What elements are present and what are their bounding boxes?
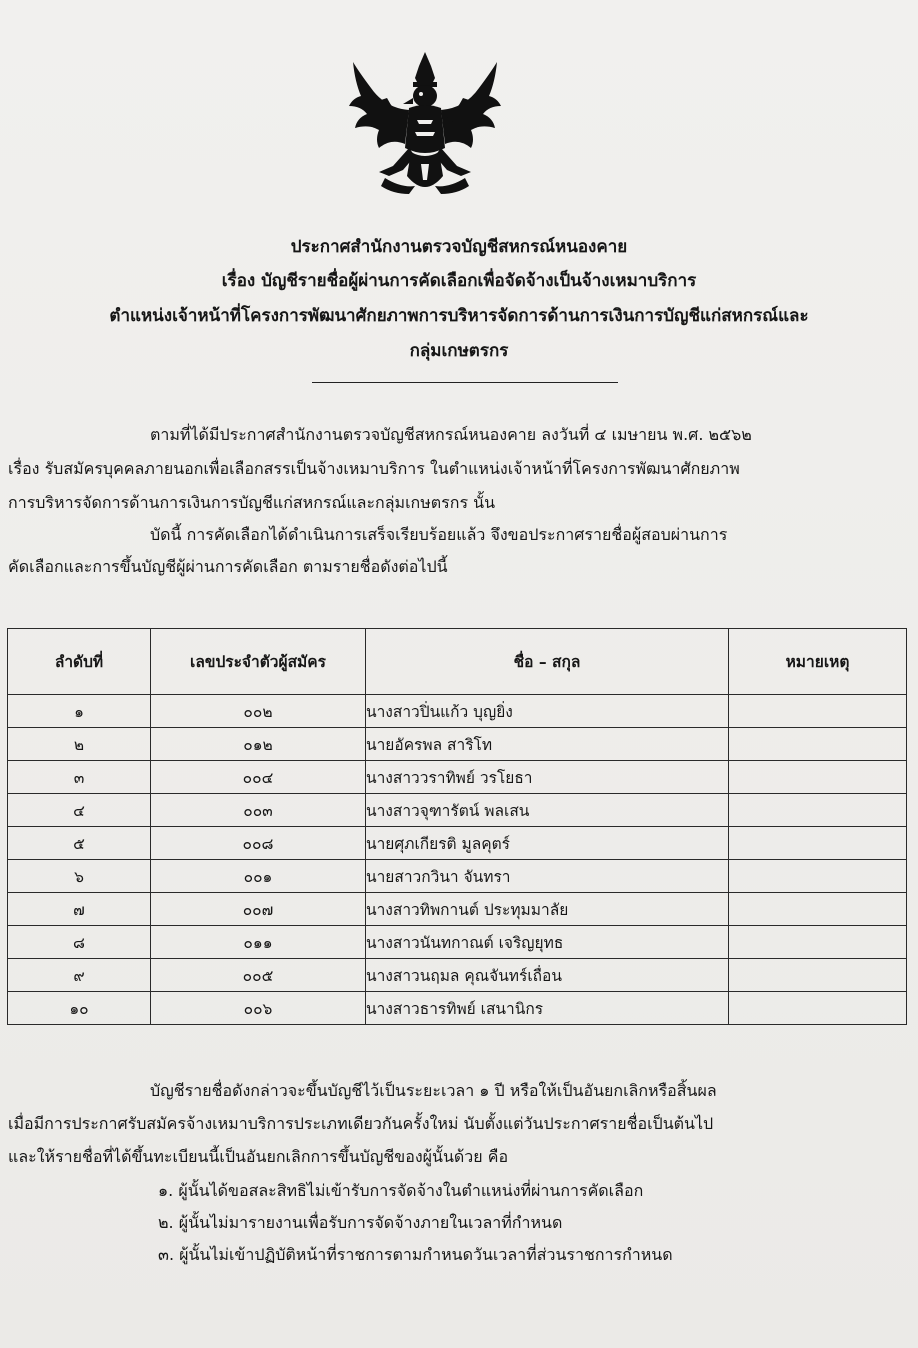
table-row (8, 827, 907, 860)
table-row (8, 794, 907, 827)
row-order: ๑ (8, 695, 151, 728)
intro-paragraph-line: บัดนี้ การคัดเลือกได้ดำเนินการเสร็จเรียบร้อยแล้ว จึงขอประกาศรายชื่อผู้สอบผ่านการ (150, 525, 728, 544)
intro-paragraph-line: เรื่อง รับสมัครบุคคลภายนอกเพื่อเลือกสรรเป็นจ้างเหมาบริการ ในตำแหน่งเจ้าหน้าที่โครงการพัฒนาศักยภาพ (8, 459, 740, 478)
row-applicant-id: ๐๐๔ (151, 761, 366, 794)
intro-paragraph-line: ตามที่ได้มีประกาศสำนักงานตรวจบัญชีสหกรณ์หนองคาย ลงวันที่ ๔ เมษายน พ.ศ. ๒๕๖๒ (150, 425, 752, 444)
row-applicant-id: ๐๐๒ (151, 695, 366, 728)
row-applicant-id: ๐๐๖ (151, 992, 366, 1025)
row-order: ๘ (8, 926, 151, 959)
header-remarks: หมายเหตุ (729, 629, 907, 695)
row-remarks (729, 860, 907, 893)
row-remarks (729, 827, 907, 860)
row-applicant-id: ๐๐๕ (151, 959, 366, 992)
row-applicant-id: ๐๐๓ (151, 794, 366, 827)
row-applicant-id: ๐๐๑ (151, 860, 366, 893)
table-row (8, 761, 907, 794)
condition-item-3: ๓. ผู้นั้นไม่เข้าปฏิบัติหน้าที่ราชการตามกำหนดวันเวลาที่ส่วนราชการกำหนด (158, 1245, 673, 1264)
announcement-position: ตำแหน่งเจ้าหน้าที่โครงการพัฒนาศักยภาพการบริหารจัดการด้านการเงินการบัญชีแก่สหกรณ์และ (109, 306, 809, 326)
footer-paragraph-line: เมื่อมีการประกาศรับสมัครจ้างเหมาบริการประเภทเดียวกันครั้งใหม่ นับตั้งแต่วันประกาศรายชื่อเป็นต้นไป (8, 1114, 714, 1133)
intro-paragraph-line: คัดเลือกและการขึ้นบัญชีผู้ผ่านการคัดเลือก ตามรายชื่อดังต่อไปนี้ (8, 557, 448, 576)
row-full-name: นางสาวธารทิพย์ เสนานิกร (366, 992, 729, 1025)
row-applicant-id: ๐๑๑ (151, 926, 366, 959)
row-applicant-id: ๐๐๗ (151, 893, 366, 926)
row-order: ๒ (8, 728, 151, 761)
announcement-title: ประกาศสำนักงานตรวจบัญชีสหกรณ์หนองคาย (290, 237, 628, 257)
row-full-name: นายอัครพล สาริโท (366, 728, 729, 761)
row-full-name: นางสาวจุฑารัตน์ พลเสน (366, 794, 729, 827)
passed-candidates-table (7, 628, 907, 1025)
row-order: ๑๐ (8, 992, 151, 1025)
table-header-row (8, 629, 907, 695)
footer-paragraph-line: บัญชีรายชื่อดังกล่าวจะขึ้นบัญชีไว้เป็นระยะเวลา ๑ ปี หรือให้เป็นอันยกเลิกหรือสิ้นผล (150, 1081, 717, 1100)
table-row (8, 959, 907, 992)
row-order: ๙ (8, 959, 151, 992)
row-remarks (729, 794, 907, 827)
row-applicant-id: ๐๑๒ (151, 728, 366, 761)
row-full-name: นายสาวกวินา จันทรา (366, 860, 729, 893)
row-full-name: นางสาวนฤมล คุณจันทร์เถื่อน (366, 959, 729, 992)
announcement-subject: เรื่อง บัญชีรายชื่อผู้ผ่านการคัดเลือกเพื่อจัดจ้างเป็นจ้างเหมาบริการ (221, 271, 697, 291)
row-order: ๗ (8, 893, 151, 926)
row-full-name: นางสาวปิ่นแก้ว บุญยิ่ง (366, 695, 729, 728)
row-remarks (729, 959, 907, 992)
announcement-position-cont: กลุ่มเกษตรกร (409, 341, 509, 361)
footer-paragraph-line: และให้รายชื่อที่ได้ขึ้นทะเบียนนี้เป็นอันยกเลิกการขึ้นบัญชีของผู้นั้นด้วย คือ (8, 1147, 509, 1166)
table-row (8, 728, 907, 761)
table-row (8, 860, 907, 893)
row-applicant-id: ๐๐๘ (151, 827, 366, 860)
table-row (8, 695, 907, 728)
header-order: ลำดับที่ (8, 629, 151, 695)
table-row (8, 893, 907, 926)
row-order: ๔ (8, 794, 151, 827)
row-remarks (729, 992, 907, 1025)
row-remarks (729, 761, 907, 794)
row-remarks (729, 728, 907, 761)
row-full-name: นางสาววราทิพย์ วรโยธา (366, 761, 729, 794)
row-order: ๖ (8, 860, 151, 893)
header-applicant-id: เลขประจำตัวผู้สมัคร (151, 629, 366, 695)
condition-item-2: ๒. ผู้นั้นไม่มารายงานเพื่อรับการจัดจ้างภายในเวลาที่กำหนด (158, 1213, 563, 1232)
header-full-name: ชื่อ – สกุล (366, 629, 729, 695)
table-row (8, 926, 907, 959)
garuda-emblem-icon (345, 48, 505, 208)
condition-item-1: ๑. ผู้นั้นได้ขอสละสิทธิไม่เข้ารับการจัดจ้างในตำแหน่งที่ผ่านการคัดเลือก (158, 1181, 644, 1200)
table-row (8, 992, 907, 1025)
intro-paragraph-line: การบริหารจัดการด้านการเงินการบัญชีแก่สหกรณ์และกลุ่มเกษตรกร นั้น (8, 493, 495, 512)
row-remarks (729, 926, 907, 959)
row-full-name: นางสาวนันทกาณต์ เจริญยุทธ (366, 926, 729, 959)
row-remarks (729, 695, 907, 728)
row-remarks (729, 893, 907, 926)
title-divider (312, 382, 618, 383)
row-order: ๓ (8, 761, 151, 794)
row-full-name: นางสาวทิพกานต์ ประทุมมาลัย (366, 893, 729, 926)
row-full-name: นายศุภเกียรติ มูลคุตร์ (366, 827, 729, 860)
row-order: ๕ (8, 827, 151, 860)
